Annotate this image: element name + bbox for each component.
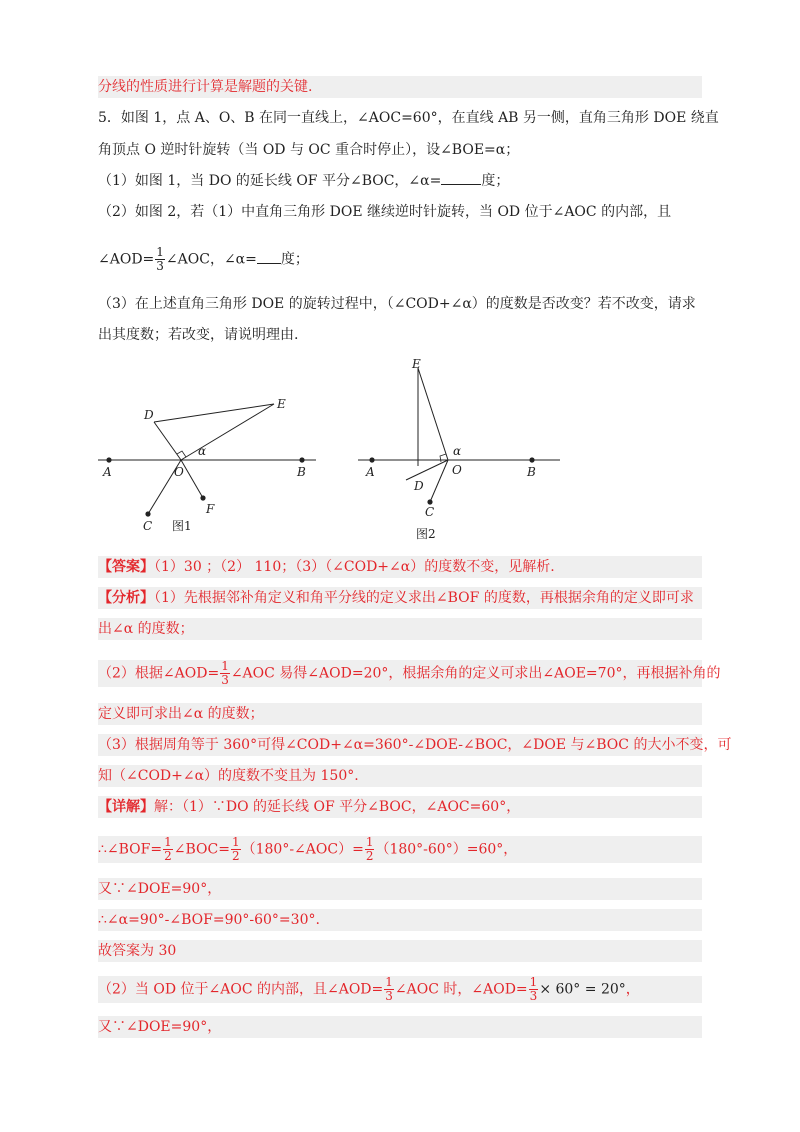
label-d: D [414,479,424,493]
label-f: F [206,502,215,516]
label-e: E [412,357,421,371]
top-line: 分线的性质进行计算是解题的关键. [98,76,702,98]
segment-oe [181,404,274,460]
segment-oc [430,460,448,502]
fraction-one-half: $\frac{1}{2}$ [365,835,374,863]
segment-eo [418,368,448,460]
fraction-one-third: $\frac{1}{3}$ [529,975,538,1003]
segment-of [181,460,203,498]
analysis-line-5: （3）根据周角等于 360°可得∠COD+∠α=360°-∠DOE-∠BOC，∠DOE 与∠BOC 的大小不变，可 [98,734,702,756]
fraction-one-half: $\frac{1}{2}$ [231,835,240,863]
label-b: B [527,465,536,479]
right-angle-mark [440,454,446,462]
label-alpha: α [198,444,207,458]
detail-line-6: （2）当 OD 位于∠AOC 的内部，且∠AOD= $\frac{1}{3}$ ∠AOC 时，∠AOD= $\frac{1}{3}$ × 60° = 20°， [98,976,702,1003]
question-3-line-1: （3）在上述直角三角形 DOE 的旋转过程中，（∠COD+∠α）的度数是否改变？若不改变，请求 [98,296,696,312]
label-alpha: α [453,444,462,458]
answer-line: 【答案】（1）30 ；（2） 110；（3）（∠COD+∠α）的度数不变，见解析. [98,556,702,578]
point-b [299,457,304,462]
answer-blank-1 [441,170,481,185]
point-a [369,457,374,462]
segment-od [406,460,448,480]
detail-line-7: 又∵∠DOE=90°， [98,1016,702,1038]
analysis-line-2: 出∠α 的度数； [98,618,702,640]
point-c [427,499,432,504]
point-c [145,511,150,516]
fraction-one-half: $\frac{1}{2}$ [164,835,172,863]
problem-line-2: 角顶点 O 逆时针旋转（当 OD 与 OC 重合时停止），设∠BOE=α； [98,142,520,158]
label-c: C [425,505,435,519]
detail-line-5: 故答案为 30 [98,940,702,962]
analysis-line-1: 【分析】（1）先根据邻补角定义和角平分线的定义求出∠BOF 的度数，再根据余角的定义即可求 [98,587,702,609]
detail-line-2: ∴∠BOF= $\frac{1}{2}$ ∠BOC= $\frac{1}{2}$ （180°-∠AOC）= $\frac{1}{2}$ （180°-60°）=60°， [98,836,702,863]
fraction-one-third: $\frac{1}{3}$ [385,975,393,1003]
analysis-line-6: 知（∠COD+∠α）的度数不变且为 150°. [98,765,702,787]
label-d: D [144,408,154,422]
label-e: E [277,397,286,411]
analysis-line-4: 定义即可求出∠α 的度数； [98,703,702,725]
point-f [200,495,205,500]
problem-line-1: 5．如图 1，点 A、O、B 在同一直线上，∠AOC=60°，在直线 AB 另一侧，直角三角形 DOE 绕直 [98,110,719,126]
question-1: （1）如图 1，当 DO 的延长线 OF 平分∠BOC，∠α= 度； [98,170,702,192]
point-b [529,457,534,462]
segment-do [154,422,181,460]
question-2-line-2: ∠AOD= $\frac{1}{3}$ ∠AOC，∠α= 度； [98,245,309,273]
figure-1-caption: 图1 [172,519,192,533]
detail-line-3: 又∵∠DOE=90°， [98,878,702,900]
figure-1 [96,388,320,538]
fraction-one-third: $\frac{1}{3}$ [221,659,229,687]
question-3-line-2: 出其度数；若改变，请说明理由. [98,327,299,343]
analysis-line-3: （2）根据∠AOD= $\frac{1}{3}$ ∠AOC 易得∠AOD=20°，根据余角的定义可求出∠AOE=70°，再根据补角的 [98,659,721,687]
label-a: A [103,465,112,479]
segment-de [154,404,274,422]
point-a [106,457,111,462]
detail-line-4: ∴∠α=90°-∠BOF=90°-60°=30°. [98,909,702,931]
label-o: O [174,465,184,479]
fraction-one-third: $\frac{1}{3}$ [156,245,164,273]
detail-line-1: 【详解】解：（1）∵DO 的延长线 OF 平分∠BOC，∠AOC=60°， [98,796,702,818]
figure-2-caption: 图2 [416,527,436,541]
label-a: A [366,465,375,479]
label-b: B [297,465,306,479]
label-o: O [452,463,462,477]
label-c: C [143,519,153,533]
figure-2 [356,352,562,544]
answer-blank-2 [257,249,281,264]
question-2-line-1: （2）如图 2，若（1）中直角三角形 DOE 继续逆时针旋转，当 OD 位于∠AOC 的内部，且 [98,204,672,220]
